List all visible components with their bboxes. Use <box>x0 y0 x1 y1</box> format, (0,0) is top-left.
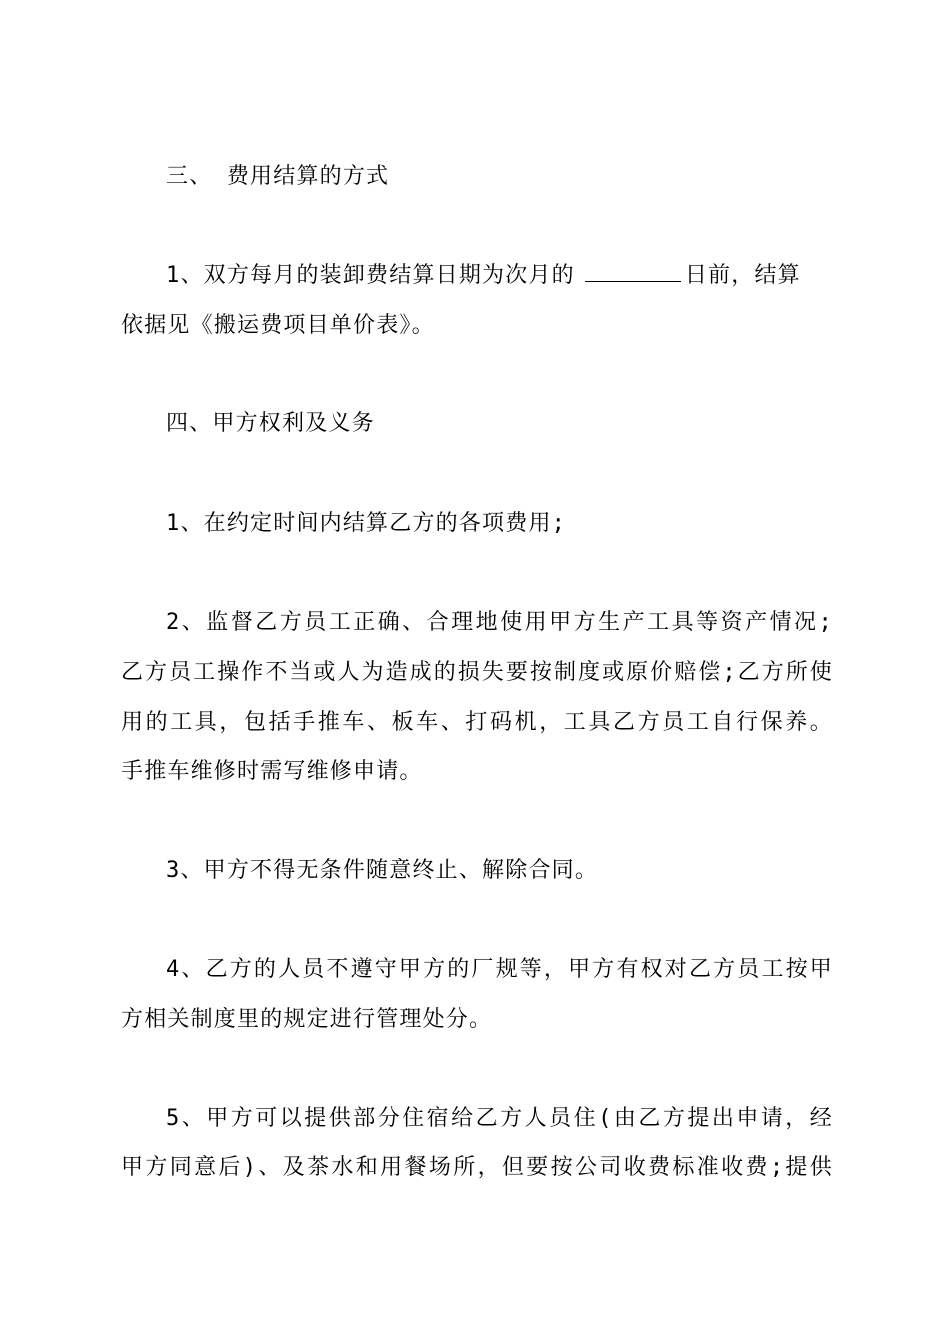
section-3-paragraph-1-line-2: 依据见《搬运费项目单价表》。 <box>121 313 435 338</box>
section-4-paragraph-5-line-1: 5、甲方可以提供部分住宿给乙方人员住(由乙方提出申请，经 <box>166 1106 833 1131</box>
section-3-heading: 三、 费用结算的方式 <box>166 164 390 189</box>
section-4-paragraph-3: 3、甲方不得无条件随意终止、解除合同。 <box>166 858 599 883</box>
text-segment: 日前，结算 <box>684 263 801 288</box>
section-4-paragraph-2-line-2: 乙方员工操作不当或人为造成的损失要按制度或原价赔偿;乙方所使 <box>121 660 833 685</box>
section-4-paragraph-4-line-2: 方相关制度里的规定进行管理处分。 <box>121 1007 493 1032</box>
section-4-paragraph-4-line-1: 4、乙方的人员不遵守甲方的厂规等，甲方有权对乙方员工按甲 <box>166 957 833 982</box>
section-4-paragraph-2-line-4: 手推车维修时需写维修申请。 <box>121 759 423 784</box>
section-4-heading: 四、甲方权利及义务 <box>166 411 375 436</box>
section-4-paragraph-2-line-1: 2、监督乙方员工正确、合理地使用甲方生产工具等资产情况; <box>166 610 833 635</box>
section-3-paragraph-1-line-1 <box>166 257 833 295</box>
section-4-paragraph-1: 1、在约定时间内结算乙方的各项费用; <box>166 511 567 536</box>
section-4-paragraph-5-line-2: 甲方同意后)、及茶水和用餐场所，但要按公司收费标准收费;提供 <box>121 1155 833 1180</box>
text-segment: 1、双方每月的装卸费结算日期为次月的 <box>166 263 575 288</box>
section-4-paragraph-2-line-3: 用的工具，包括手推车、板车、打码机，工具乙方员工自行保养。 <box>121 710 833 735</box>
fill-in-blank <box>585 263 681 282</box>
